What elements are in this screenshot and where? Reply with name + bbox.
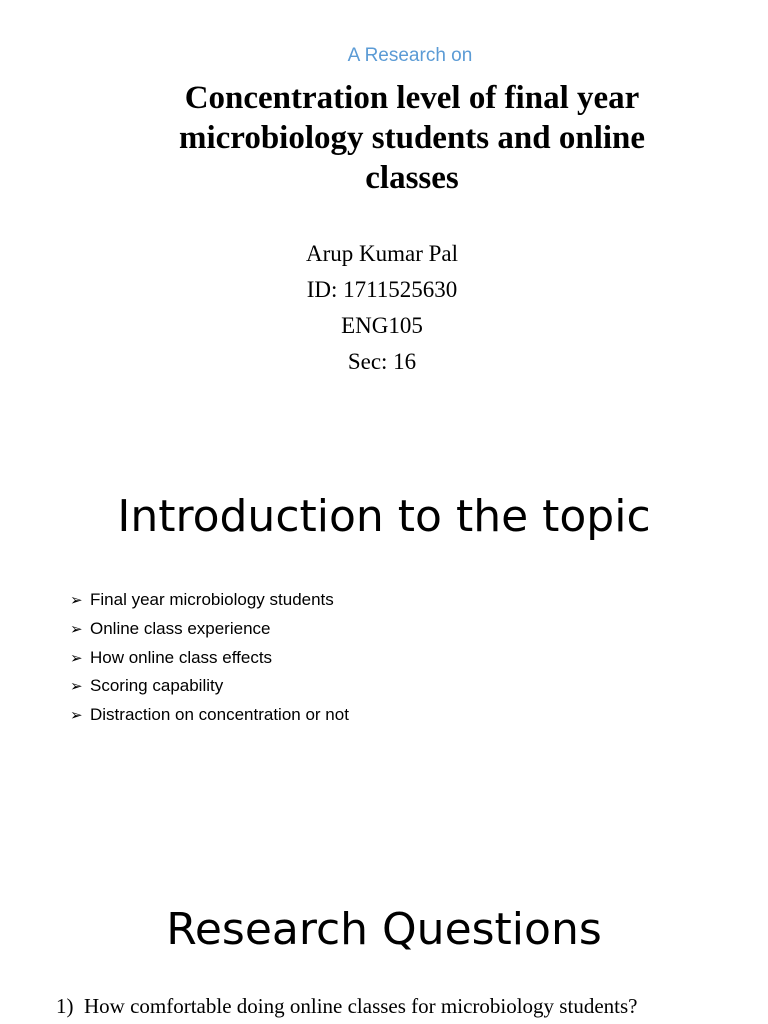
list-item (70, 615, 349, 644)
section-number: Sec: 16 (347, 349, 417, 374)
introduction-heading: Introduction to the topic (117, 491, 651, 542)
arrow-bullet-icon: ➢ (70, 591, 83, 609)
course-code: ENG105 (341, 313, 423, 338)
list-item (70, 701, 349, 730)
arrow-bullet-icon: ➢ (70, 648, 83, 667)
bullet-text: How online class effects (90, 647, 273, 667)
arrow-bullet-icon: ➢ (70, 619, 83, 638)
bullet-text: Distraction on concentration or not (90, 705, 349, 725)
arrow-bullet-icon: ➢ (70, 677, 83, 696)
research-questions-heading: Research Questions (166, 904, 602, 955)
kicker-text: A Research on (347, 45, 473, 66)
student-id: ID: 1711525630 (306, 277, 458, 302)
research-question-item (56, 994, 637, 1019)
author-name: Arup Kumar Pal (305, 241, 459, 266)
bullet-text: Scoring capability (90, 676, 224, 696)
list-item (70, 644, 349, 673)
question-number: 1) (56, 994, 74, 1018)
bullet-text: Final year microbiology students (90, 590, 334, 609)
list-item (70, 586, 349, 615)
arrow-bullet-icon: ➢ (70, 706, 83, 725)
document-title: Concentration level of final year microbiology students and online classes (178, 80, 646, 196)
bullet-text: Online class experience (90, 618, 271, 638)
question-text: How comfortable doing online classes for microbiology students? (84, 994, 638, 1018)
list-item (70, 672, 349, 701)
author-block (232, 236, 532, 380)
introduction-bullet-list (70, 586, 349, 730)
